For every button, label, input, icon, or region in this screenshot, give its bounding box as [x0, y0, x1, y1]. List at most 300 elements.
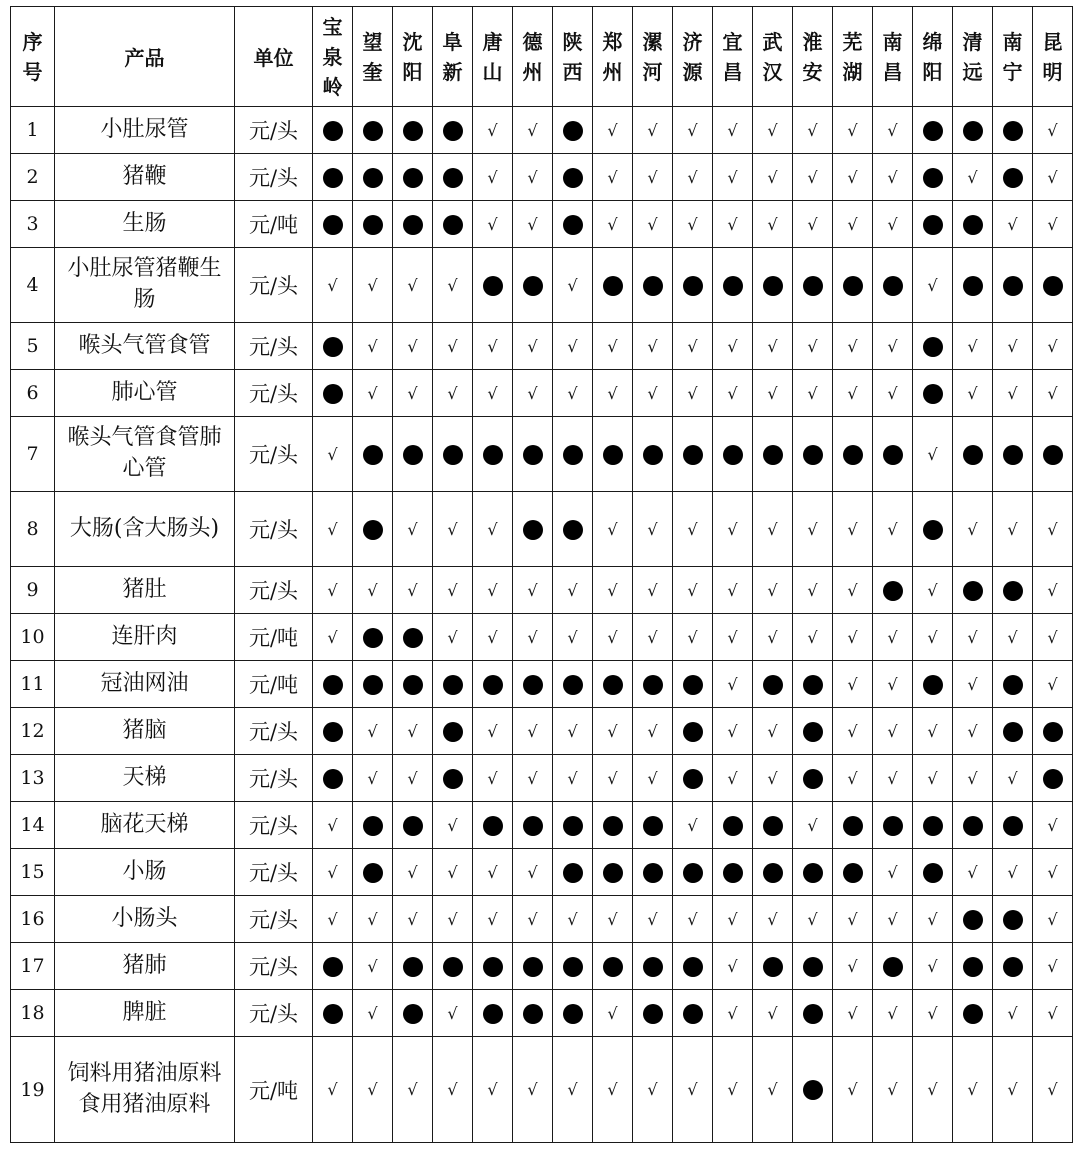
filled-dot-icon	[403, 445, 423, 465]
checkmark-cell	[433, 248, 473, 323]
checkmark-icon: √	[887, 909, 898, 929]
header-city-label: 南宁	[1002, 29, 1023, 84]
checkmark-cell	[633, 755, 673, 802]
checkmark-icon: √	[927, 1080, 938, 1099]
checkmark-icon: √	[447, 627, 458, 647]
row-unit: 元/头	[235, 323, 313, 370]
checkmark-icon: √	[727, 383, 738, 403]
checkmark-cell	[913, 248, 953, 323]
checkmark-cell	[633, 201, 673, 248]
checkmark-cell	[393, 1037, 433, 1143]
checkmark-icon: √	[927, 956, 938, 976]
checkmark-icon: √	[967, 862, 978, 882]
checkmark-icon: √	[447, 1080, 458, 1099]
checkmark-cell	[473, 849, 513, 896]
filled-dot-icon	[523, 957, 543, 977]
filled-dot-cell	[473, 661, 513, 708]
checkmark-icon: √	[807, 214, 818, 234]
header-city-label: 淮安	[802, 29, 823, 84]
checkmark-cell	[593, 614, 633, 661]
checkmark-icon: √	[807, 167, 818, 187]
filled-dot-icon	[363, 863, 383, 883]
filled-dot-icon	[963, 121, 983, 141]
checkmark-cell	[473, 896, 513, 943]
row-unit: 元/头	[235, 802, 313, 849]
checkmark-icon: √	[567, 383, 578, 403]
checkmark-cell	[993, 990, 1033, 1037]
checkmark-cell	[793, 896, 833, 943]
filled-dot-icon	[843, 863, 863, 883]
checkmark-cell	[793, 614, 833, 661]
row-product: 喉头气管食管肺心管	[55, 417, 235, 492]
filled-dot-icon	[723, 445, 743, 465]
checkmark-cell	[753, 614, 793, 661]
checkmark-cell	[833, 661, 873, 708]
checkmark-icon: √	[887, 674, 898, 694]
row-product: 猪肺	[55, 943, 235, 990]
checkmark-icon: √	[847, 336, 858, 356]
checkmark-cell	[833, 990, 873, 1037]
checkmark-cell	[873, 1037, 913, 1143]
checkmark-cell	[833, 896, 873, 943]
checkmark-cell	[993, 201, 1033, 248]
checkmark-cell	[553, 755, 593, 802]
filled-dot-cell	[313, 201, 353, 248]
filled-dot-icon	[323, 957, 343, 977]
table-row	[11, 107, 1073, 154]
checkmark-cell	[473, 755, 513, 802]
checkmark-cell	[833, 755, 873, 802]
header-city-label: 南昌	[882, 29, 903, 84]
filled-dot-icon	[683, 445, 703, 465]
filled-dot-icon	[643, 445, 663, 465]
price-table-wrapper	[10, 6, 1073, 1143]
filled-dot-icon	[923, 520, 943, 540]
checkmark-cell	[593, 107, 633, 154]
filled-dot-icon	[683, 675, 703, 695]
filled-dot-cell	[833, 802, 873, 849]
row-unit: 元/吨	[235, 661, 313, 708]
filled-dot-cell	[433, 708, 473, 755]
table-row	[11, 849, 1073, 896]
checkmark-cell	[433, 323, 473, 370]
filled-dot-icon	[523, 445, 543, 465]
filled-dot-icon	[803, 445, 823, 465]
checkmark-icon: √	[1007, 1003, 1018, 1023]
filled-dot-cell	[913, 201, 953, 248]
filled-dot-icon	[1003, 910, 1023, 930]
checkmark-icon: √	[487, 214, 498, 234]
checkmark-icon: √	[447, 1003, 458, 1023]
filled-dot-icon	[443, 675, 463, 695]
row-unit: 元/吨	[235, 201, 313, 248]
checkmark-icon: √	[527, 721, 538, 741]
checkmark-icon: √	[767, 580, 778, 600]
checkmark-cell	[553, 248, 593, 323]
checkmark-icon: √	[407, 580, 418, 600]
filled-dot-cell	[513, 990, 553, 1037]
filled-dot-icon	[523, 1004, 543, 1024]
checkmark-icon: √	[367, 721, 378, 741]
filled-dot-icon	[803, 957, 823, 977]
checkmark-cell	[513, 755, 553, 802]
checkmark-cell	[713, 990, 753, 1037]
checkmark-cell	[473, 492, 513, 567]
filled-dot-cell	[833, 849, 873, 896]
filled-dot-icon	[723, 816, 743, 836]
checkmark-cell	[353, 248, 393, 323]
filled-dot-icon	[563, 215, 583, 235]
checkmark-cell	[353, 755, 393, 802]
checkmark-icon: √	[807, 336, 818, 356]
filled-dot-icon	[643, 1004, 663, 1024]
checkmark-cell	[913, 896, 953, 943]
filled-dot-cell	[553, 802, 593, 849]
filled-dot-cell	[673, 248, 713, 323]
row-product: 大肠(含大肠头)	[55, 492, 235, 567]
header-city	[593, 7, 633, 107]
table-row	[11, 370, 1073, 417]
checkmark-icon: √	[967, 1080, 978, 1099]
checkmark-icon: √	[687, 519, 698, 539]
header-city	[313, 7, 353, 107]
checkmark-icon: √	[487, 768, 498, 788]
checkmark-icon: √	[887, 627, 898, 647]
checkmark-cell	[1033, 1037, 1073, 1143]
checkmark-icon: √	[607, 627, 618, 647]
filled-dot-icon	[963, 1004, 983, 1024]
checkmark-icon: √	[607, 336, 618, 356]
checkmark-cell	[473, 370, 513, 417]
checkmark-cell	[633, 154, 673, 201]
filled-dot-cell	[713, 417, 753, 492]
filled-dot-icon	[1043, 445, 1063, 465]
filled-dot-cell	[673, 708, 713, 755]
filled-dot-cell	[673, 417, 713, 492]
checkmark-icon: √	[647, 120, 658, 140]
header-city-label: 德州	[522, 29, 543, 84]
filled-dot-cell	[473, 417, 513, 492]
table-body	[11, 107, 1073, 1143]
row-product: 天梯	[55, 755, 235, 802]
filled-dot-cell	[553, 661, 593, 708]
filled-dot-cell	[473, 802, 513, 849]
checkmark-cell	[833, 1037, 873, 1143]
filled-dot-cell	[913, 849, 953, 896]
filled-dot-cell	[433, 417, 473, 492]
checkmark-icon: √	[487, 120, 498, 140]
filled-dot-icon	[923, 384, 943, 404]
filled-dot-icon	[923, 337, 943, 357]
filled-dot-cell	[913, 154, 953, 201]
checkmark-icon: √	[927, 444, 938, 464]
checkmark-cell	[753, 1037, 793, 1143]
checkmark-cell	[1033, 370, 1073, 417]
checkmark-cell	[1033, 802, 1073, 849]
checkmark-icon: √	[487, 167, 498, 187]
checkmark-icon: √	[887, 1003, 898, 1023]
checkmark-cell	[353, 943, 393, 990]
filled-dot-icon	[1043, 276, 1063, 296]
checkmark-cell	[673, 370, 713, 417]
checkmark-cell	[433, 370, 473, 417]
table-row	[11, 492, 1073, 567]
header-city-label: 绵阳	[922, 29, 943, 84]
checkmark-cell	[513, 201, 553, 248]
checkmark-icon: √	[1047, 909, 1058, 929]
filled-dot-icon	[763, 675, 783, 695]
checkmark-icon: √	[687, 336, 698, 356]
filled-dot-cell	[513, 661, 553, 708]
checkmark-icon: √	[887, 336, 898, 356]
checkmark-cell	[793, 370, 833, 417]
checkmark-cell	[913, 567, 953, 614]
checkmark-cell	[353, 323, 393, 370]
filled-dot-icon	[443, 168, 463, 188]
checkmark-icon: √	[727, 167, 738, 187]
header-city	[553, 7, 593, 107]
filled-dot-icon	[883, 816, 903, 836]
table-row	[11, 708, 1073, 755]
checkmark-icon: √	[527, 383, 538, 403]
filled-dot-icon	[963, 445, 983, 465]
checkmark-icon: √	[727, 721, 738, 741]
filled-dot-cell	[393, 154, 433, 201]
checkmark-cell	[833, 708, 873, 755]
checkmark-cell	[673, 802, 713, 849]
header-city-label: 陕西	[562, 29, 583, 84]
filled-dot-cell	[433, 943, 473, 990]
checkmark-cell	[1033, 943, 1073, 990]
checkmark-cell	[873, 154, 913, 201]
checkmark-icon: √	[1047, 956, 1058, 976]
checkmark-icon: √	[1047, 336, 1058, 356]
filled-dot-cell	[1033, 708, 1073, 755]
filled-dot-cell	[513, 943, 553, 990]
checkmark-icon: √	[727, 580, 738, 600]
filled-dot-cell	[393, 943, 433, 990]
header-city	[913, 7, 953, 107]
checkmark-cell	[553, 323, 593, 370]
filled-dot-icon	[763, 863, 783, 883]
header-row	[11, 7, 1073, 107]
checkmark-cell	[633, 708, 673, 755]
checkmark-cell	[553, 708, 593, 755]
checkmark-cell	[633, 567, 673, 614]
header-city-label: 济源	[682, 29, 703, 84]
checkmark-cell	[473, 614, 513, 661]
checkmark-icon: √	[647, 627, 658, 647]
checkmark-icon: √	[327, 862, 338, 882]
checkmark-cell	[513, 896, 553, 943]
checkmark-icon: √	[407, 383, 418, 403]
checkmark-icon: √	[647, 519, 658, 539]
table-row	[11, 896, 1073, 943]
checkmark-cell	[753, 990, 793, 1037]
row-index: 1	[11, 107, 55, 154]
header-city-label: 宜昌	[722, 29, 743, 84]
checkmark-icon: √	[607, 1080, 618, 1099]
filled-dot-cell	[353, 849, 393, 896]
filled-dot-cell	[393, 201, 433, 248]
row-product: 饲料用猪油原料食用猪油原料	[55, 1037, 235, 1143]
filled-dot-cell	[913, 492, 953, 567]
filled-dot-icon	[563, 1004, 583, 1024]
checkmark-cell	[513, 323, 553, 370]
header-city-label: 芜湖	[842, 29, 863, 84]
row-product: 猪肚	[55, 567, 235, 614]
checkmark-cell	[1033, 154, 1073, 201]
checkmark-icon: √	[847, 580, 858, 600]
checkmark-icon: √	[527, 768, 538, 788]
checkmark-cell	[873, 849, 913, 896]
filled-dot-icon	[483, 957, 503, 977]
checkmark-cell	[953, 154, 993, 201]
filled-dot-cell	[393, 417, 433, 492]
checkmark-icon: √	[327, 519, 338, 539]
filled-dot-icon	[363, 121, 383, 141]
checkmark-icon: √	[367, 1003, 378, 1023]
filled-dot-cell	[953, 802, 993, 849]
checkmark-cell	[673, 107, 713, 154]
filled-dot-cell	[313, 708, 353, 755]
filled-dot-cell	[313, 154, 353, 201]
checkmark-icon: √	[887, 120, 898, 140]
checkmark-icon: √	[487, 1080, 498, 1099]
filled-dot-cell	[593, 248, 633, 323]
filled-dot-icon	[523, 520, 543, 540]
checkmark-icon: √	[647, 383, 658, 403]
checkmark-cell	[993, 614, 1033, 661]
filled-dot-cell	[633, 661, 673, 708]
row-product: 猪鞭	[55, 154, 235, 201]
checkmark-cell	[553, 1037, 593, 1143]
checkmark-icon: √	[1047, 383, 1058, 403]
checkmark-icon: √	[647, 580, 658, 600]
checkmark-cell	[593, 492, 633, 567]
checkmark-cell	[393, 370, 433, 417]
filled-dot-cell	[873, 248, 913, 323]
filled-dot-icon	[323, 1004, 343, 1024]
checkmark-cell	[593, 370, 633, 417]
filled-dot-cell	[793, 849, 833, 896]
checkmark-icon: √	[1007, 627, 1018, 647]
checkmark-icon: √	[447, 275, 458, 295]
checkmark-cell	[793, 802, 833, 849]
checkmark-cell	[913, 943, 953, 990]
checkmark-cell	[313, 802, 353, 849]
checkmark-icon: √	[727, 674, 738, 694]
filled-dot-icon	[1003, 722, 1023, 742]
row-index: 13	[11, 755, 55, 802]
checkmark-cell	[353, 567, 393, 614]
checkmark-icon: √	[447, 815, 458, 835]
header-city-label: 望奎	[362, 29, 383, 84]
checkmark-cell	[753, 492, 793, 567]
filled-dot-icon	[763, 816, 783, 836]
header-city	[753, 7, 793, 107]
checkmark-cell	[993, 492, 1033, 567]
checkmark-cell	[393, 248, 433, 323]
checkmark-cell	[513, 370, 553, 417]
checkmark-icon: √	[487, 580, 498, 600]
checkmark-cell	[993, 849, 1033, 896]
table-row	[11, 802, 1073, 849]
header-city	[873, 7, 913, 107]
filled-dot-cell	[393, 107, 433, 154]
filled-dot-icon	[963, 581, 983, 601]
header-city	[633, 7, 673, 107]
filled-dot-cell	[793, 990, 833, 1037]
checkmark-cell	[553, 614, 593, 661]
checkmark-icon: √	[447, 580, 458, 600]
row-product: 生肠	[55, 201, 235, 248]
checkmark-cell	[633, 323, 673, 370]
checkmark-icon: √	[1007, 336, 1018, 356]
checkmark-icon: √	[1047, 580, 1058, 600]
checkmark-cell	[593, 323, 633, 370]
filled-dot-icon	[403, 168, 423, 188]
checkmark-cell	[1033, 661, 1073, 708]
checkmark-icon: √	[327, 815, 338, 835]
checkmark-icon: √	[607, 768, 618, 788]
checkmark-cell	[1033, 323, 1073, 370]
filled-dot-cell	[993, 567, 1033, 614]
checkmark-cell	[473, 323, 513, 370]
table-row	[11, 201, 1073, 248]
filled-dot-cell	[793, 1037, 833, 1143]
header-city-label: 阜新	[442, 29, 463, 84]
checkmark-icon: √	[367, 956, 378, 976]
table-row	[11, 990, 1073, 1037]
checkmark-cell	[713, 492, 753, 567]
checkmark-cell	[473, 201, 513, 248]
checkmark-icon: √	[687, 214, 698, 234]
checkmark-icon: √	[967, 519, 978, 539]
header-city	[393, 7, 433, 107]
checkmark-cell	[753, 708, 793, 755]
checkmark-cell	[673, 1037, 713, 1143]
filled-dot-cell	[313, 661, 353, 708]
row-unit: 元/头	[235, 896, 313, 943]
header-city-label: 昆明	[1042, 29, 1063, 84]
checkmark-cell	[393, 323, 433, 370]
filled-dot-cell	[873, 567, 913, 614]
checkmark-icon: √	[887, 519, 898, 539]
filled-dot-cell	[993, 708, 1033, 755]
header-city	[713, 7, 753, 107]
row-index: 9	[11, 567, 55, 614]
checkmark-cell	[513, 154, 553, 201]
checkmark-icon: √	[847, 768, 858, 788]
filled-dot-cell	[713, 802, 753, 849]
filled-dot-icon	[803, 722, 823, 742]
header-city	[673, 7, 713, 107]
checkmark-icon: √	[807, 580, 818, 600]
row-index: 8	[11, 492, 55, 567]
checkmark-icon: √	[807, 627, 818, 647]
filled-dot-icon	[563, 168, 583, 188]
filled-dot-icon	[923, 863, 943, 883]
checkmark-cell	[673, 323, 713, 370]
checkmark-icon: √	[607, 1003, 618, 1023]
row-index: 18	[11, 990, 55, 1037]
header-city	[793, 7, 833, 107]
checkmark-cell	[353, 370, 393, 417]
filled-dot-cell	[993, 107, 1033, 154]
filled-dot-cell	[673, 943, 713, 990]
filled-dot-icon	[323, 168, 343, 188]
